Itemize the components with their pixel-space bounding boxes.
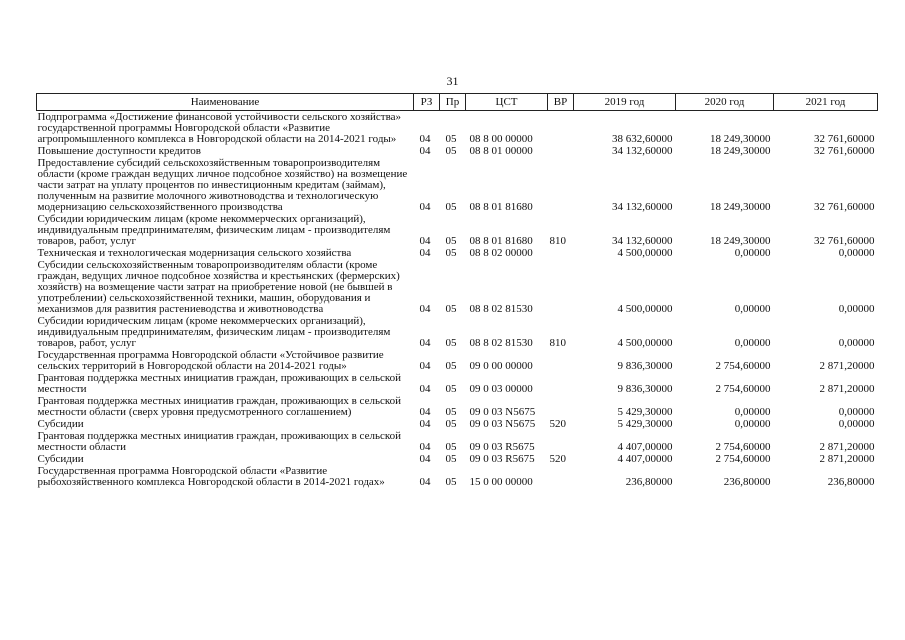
cell-pr: 05	[445, 337, 457, 349]
cell-cst: 08 8 02 81530	[469, 303, 533, 315]
cell-y2019: 5 429,30000	[617, 406, 673, 418]
cell-rz: 04	[419, 418, 431, 430]
table-row	[37, 111, 878, 146]
cell-pr: 05	[445, 235, 457, 247]
cell-y2020: 2 754,60000	[715, 453, 771, 465]
cell-name: Подпрограмма «Достижение финансовой устойчивости сельского хозяйства» государственной программы Новгородской области «Развитие агропромышленного комплекса в Новгородской области на 2014-2021 годы»	[37, 111, 402, 145]
cell-pr: 05	[445, 383, 457, 395]
cell-name: Повышение доступности кредитов	[37, 145, 201, 157]
cell-y2019: 4 500,00000	[617, 247, 673, 259]
cell-y2019: 5 429,30000	[617, 418, 673, 430]
table-row	[37, 145, 878, 157]
cell-pr: 05	[445, 406, 457, 418]
cell-vr: 520	[549, 418, 566, 430]
cell-cst: 08 8 02 00000	[469, 247, 533, 259]
budget-table	[36, 93, 878, 488]
cell-name: Субсидии	[37, 453, 84, 465]
cell-y2020: 18 249,30000	[710, 235, 771, 247]
cell-y2020: 2 754,60000	[715, 441, 771, 453]
cell-name: Техническая и технологическая модернизация сельского хозяйства	[37, 247, 352, 259]
table-row	[37, 395, 878, 418]
cell-y2021: 32 761,60000	[814, 133, 875, 145]
cell-y2021: 0,00000	[838, 418, 875, 430]
cell-pr: 05	[445, 303, 457, 315]
cell-rz: 04	[419, 133, 431, 145]
header-cst: ЦСТ	[466, 94, 548, 111]
table-body	[37, 111, 878, 489]
cell-pr: 05	[445, 360, 457, 372]
cell-pr: 05	[445, 133, 457, 145]
cell-y2020: 0,00000	[734, 406, 771, 418]
cell-rz: 04	[419, 406, 431, 418]
cell-rz: 04	[419, 235, 431, 247]
table-row	[37, 213, 878, 247]
cell-rz: 04	[419, 476, 431, 488]
cell-y2020: 18 249,30000	[710, 145, 771, 157]
cell-y2021: 2 871,20000	[819, 383, 875, 395]
header-2019: 2019 год	[574, 94, 676, 111]
cell-cst: 09 0 03 00000	[469, 383, 533, 395]
page-number: 31	[446, 74, 459, 88]
table-row	[37, 418, 878, 430]
table-row	[37, 157, 878, 213]
cell-vr	[548, 247, 574, 259]
cell-y2021: 2 871,20000	[819, 360, 875, 372]
cell-y2020: 2 754,60000	[715, 360, 771, 372]
cell-vr	[548, 259, 574, 315]
cell-y2020: 2 754,60000	[715, 383, 771, 395]
cell-name: Предоставление субсидий сельскохозяйственным товаропроизводителям области (кроме граждан ведущих личное подсобное хозяйство) на возмещение части затрат на уплату процентов по инвестиционным кредитам (займам), полученным на развитие молочного животноводства и технологическую модернизацию сельскохозяйственного производства	[37, 157, 408, 213]
cell-vr	[548, 465, 574, 488]
cell-cst: 08 8 01 81680	[469, 201, 533, 213]
header-rz: РЗ	[414, 94, 440, 111]
table-row	[37, 259, 878, 315]
cell-rz: 04	[419, 145, 431, 157]
cell-name: Государственная программа Новгородской области «Устойчивое развитие сельских территорий в Новгородской области на 2014-2021 годы»	[37, 349, 384, 372]
cell-name: Субсидии сельскохозяйственным товаропроизводителям области (кроме граждан, ведущих личное подсобное хозяйства и крестьянских (фермерских) хозяйств) на возмещение части затрат на приобретение новой (не бывшей в употреблении) сельскохозяйственной техники, машин, оборудования и механизмов для развития растениеводства и животноводства	[37, 259, 400, 315]
cell-cst: 09 0 03 N5675	[469, 418, 536, 430]
cell-y2021: 32 761,60000	[814, 201, 875, 213]
table-row	[37, 315, 878, 349]
cell-y2020: 0,00000	[734, 303, 771, 315]
cell-y2019: 9 836,30000	[617, 360, 673, 372]
cell-cst: 09 0 03 R5675	[469, 453, 535, 465]
cell-y2019: 4 500,00000	[617, 303, 673, 315]
cell-pr: 05	[445, 441, 457, 453]
cell-cst: 08 8 01 00000	[469, 145, 533, 157]
cell-y2019: 34 132,60000	[612, 145, 673, 157]
cell-vr: 810	[549, 235, 566, 247]
cell-rz: 04	[419, 337, 431, 349]
cell-vr	[548, 145, 574, 157]
cell-y2021: 0,00000	[838, 303, 875, 315]
cell-pr: 05	[445, 453, 457, 465]
cell-vr	[548, 349, 574, 372]
cell-y2021: 2 871,20000	[819, 453, 875, 465]
cell-cst: 09 0 00 00000	[469, 360, 533, 372]
header-pr: Пр	[440, 94, 466, 111]
cell-vr	[548, 395, 574, 418]
cell-cst: 09 0 03 R5675	[469, 441, 535, 453]
cell-vr	[548, 372, 574, 395]
cell-y2021: 236,80000	[827, 476, 875, 488]
table-row	[37, 247, 878, 259]
cell-pr: 05	[445, 476, 457, 488]
cell-rz: 04	[419, 303, 431, 315]
cell-name: Государственная программа Новгородской области «Развитие рыбохозяйственного комплекса Новгородской области в 2014-2021 годах»	[37, 465, 385, 488]
table-row	[37, 465, 878, 488]
cell-name: Грантовая поддержка местных инициатив граждан, проживающих в сельской местности	[37, 372, 402, 395]
cell-y2019: 34 132,60000	[612, 235, 673, 247]
cell-y2019: 34 132,60000	[612, 201, 673, 213]
header-name: Наименование	[37, 94, 414, 111]
cell-rz: 04	[419, 201, 431, 213]
cell-y2021: 32 761,60000	[814, 145, 875, 157]
cell-name: Субсидии	[37, 418, 84, 430]
cell-vr: 520	[549, 453, 566, 465]
cell-pr: 05	[445, 247, 457, 259]
cell-name: Субсидии юридическим лицам (кроме некоммерческих организаций), индивидуальным предпринимателям, физическим лицам - производителям товаров, работ, услуг	[37, 213, 391, 247]
cell-vr	[548, 111, 574, 146]
cell-cst: 08 8 00 00000	[469, 133, 533, 145]
cell-rz: 04	[419, 360, 431, 372]
cell-y2021: 0,00000	[838, 247, 875, 259]
header-2020: 2020 год	[676, 94, 774, 111]
table-header	[37, 94, 878, 111]
cell-y2020: 18 249,30000	[710, 201, 771, 213]
table-row	[37, 349, 878, 372]
cell-y2021: 0,00000	[838, 337, 875, 349]
cell-rz: 04	[419, 441, 431, 453]
cell-rz: 04	[419, 383, 431, 395]
header-vr: ВР	[548, 94, 574, 111]
cell-vr	[548, 157, 574, 213]
cell-y2019: 38 632,60000	[612, 133, 673, 145]
cell-name: Грантовая поддержка местных инициатив граждан, проживающих в сельской местности области (сверх уровня предусмотренного соглашением)	[37, 395, 402, 418]
cell-pr: 05	[445, 145, 457, 157]
cell-rz: 04	[419, 453, 431, 465]
cell-y2021: 2 871,20000	[819, 441, 875, 453]
cell-y2019: 4 407,00000	[617, 441, 673, 453]
table-row	[37, 430, 878, 453]
table-row	[37, 453, 878, 465]
cell-y2019: 236,80000	[625, 476, 673, 488]
cell-y2021: 0,00000	[838, 406, 875, 418]
table-row	[37, 372, 878, 395]
cell-y2020: 236,80000	[723, 476, 771, 488]
cell-vr: 810	[549, 337, 566, 349]
cell-pr: 05	[445, 201, 457, 213]
cell-y2019: 4 500,00000	[617, 337, 673, 349]
cell-name: Грантовая поддержка местных инициатив граждан, проживающих в сельской местности области	[37, 430, 402, 453]
cell-y2019: 4 407,00000	[617, 453, 673, 465]
cell-y2020: 18 249,30000	[710, 133, 771, 145]
header-2021: 2021 год	[774, 94, 878, 111]
cell-name: Субсидии юридическим лицам (кроме некоммерческих организаций), индивидуальным предпринимателям, физическим лицам - производителям товаров, работ, услуг	[37, 315, 391, 349]
cell-y2020: 0,00000	[734, 418, 771, 430]
cell-rz: 04	[419, 247, 431, 259]
cell-y2019: 9 836,30000	[617, 383, 673, 395]
header-row	[37, 94, 878, 111]
cell-cst: 08 8 01 81680	[469, 235, 533, 247]
cell-cst: 15 0 00 00000	[469, 476, 533, 488]
cell-y2021: 32 761,60000	[814, 235, 875, 247]
cell-vr	[548, 430, 574, 453]
cell-cst: 08 8 02 81530	[469, 337, 533, 349]
cell-y2020: 0,00000	[734, 337, 771, 349]
cell-y2020: 0,00000	[734, 247, 771, 259]
cell-cst: 09 0 03 N5675	[469, 406, 536, 418]
cell-pr: 05	[445, 418, 457, 430]
